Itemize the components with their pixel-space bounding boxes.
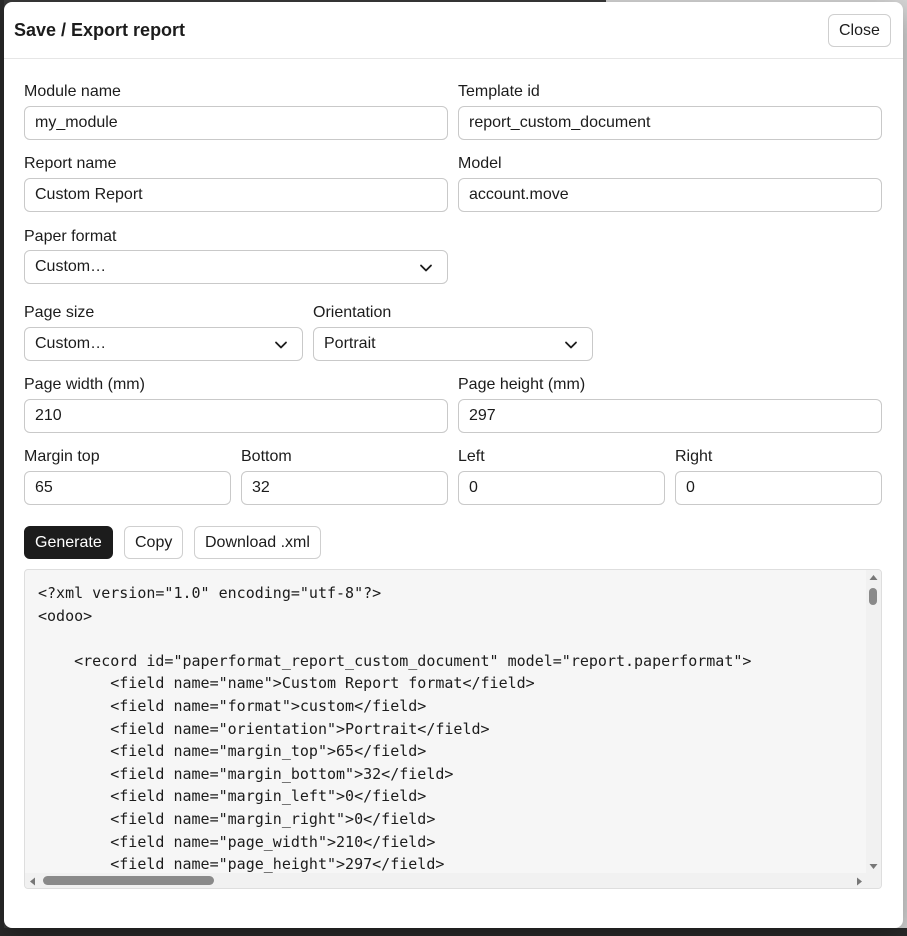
margin-top-input[interactable]: 65 [24,471,231,505]
page-width-label: Page width (mm) [24,376,145,393]
page-width-input[interactable]: 210 [24,399,448,433]
horizontal-scroll-thumb[interactable] [43,876,214,885]
arrow-up-icon[interactable] [869,574,878,581]
template-id-label: Template id [458,83,540,100]
arrow-down-icon[interactable] [869,863,878,870]
copy-button[interactable]: Copy [124,526,183,559]
arrow-right-icon[interactable] [856,877,863,886]
dialog-title: Save / Export report [14,20,186,40]
template-id-input[interactable]: report_custom_document [458,106,882,140]
page-size-label: Page size [24,304,95,321]
close-button[interactable]: Close [828,14,891,47]
export-dialog [4,2,903,928]
arrow-left-icon[interactable] [29,877,36,886]
paper-format-label: Paper format [24,228,117,245]
margin-right-label: Right [675,448,713,465]
module-name-label: Module name [24,83,121,100]
orientation-label: Orientation [313,304,392,321]
orientation-select[interactable] [313,327,593,361]
margin-left-input[interactable]: 0 [458,471,665,505]
chevron-down-icon [419,261,433,275]
chevron-down-icon [564,338,578,352]
xml-output[interactable] [24,569,882,889]
paper-format-select[interactable] [24,250,448,284]
app-backdrop-bottom [0,928,907,936]
orientation-value: Portrait [324,335,376,352]
report-name-label: Report name [24,155,117,172]
page-size-select[interactable] [24,327,303,361]
horizontal-scrollbar[interactable] [25,873,881,888]
margin-bottom-input[interactable]: 32 [241,471,448,505]
page-size-value: Custom… [35,335,107,352]
page-height-label: Page height (mm) [458,376,586,393]
model-input[interactable]: account.move [458,178,882,212]
report-name-input[interactable]: Custom Report [24,178,448,212]
page-height-input[interactable]: 297 [458,399,882,433]
vertical-scroll-thumb[interactable] [869,588,877,605]
margin-top-label: Margin top [24,448,100,465]
download-xml-button[interactable]: Download .xml [194,526,321,559]
margin-right-input[interactable]: 0 [675,471,882,505]
chevron-down-icon [274,338,288,352]
margin-bottom-label: Bottom [241,448,292,465]
model-label: Model [458,155,502,172]
margin-left-label: Left [458,448,485,465]
module-name-input[interactable]: my_module [24,106,448,140]
xml-code: <?xml version="1.0" encoding="utf-8"?> <odoo> <record id="paperformat_report_custom_document" model="report.paperformat"> <field name="name">Custom Report format</field> <field name="format">custom</field> <field name="orientation">Portrait</field> <field name="margin_top">65</field> <field name="margin_bottom">32</field> <field name="margin_left">0</field> <field name="margin_right">0</field> <field name="page_width">210</field> <field name="page_height">297</field> [38,584,752,874]
paper-format-value: Custom… [35,258,107,275]
generate-button[interactable]: Generate [24,526,113,559]
vertical-scrollbar[interactable] [866,570,881,874]
dialog-header [4,2,903,59]
